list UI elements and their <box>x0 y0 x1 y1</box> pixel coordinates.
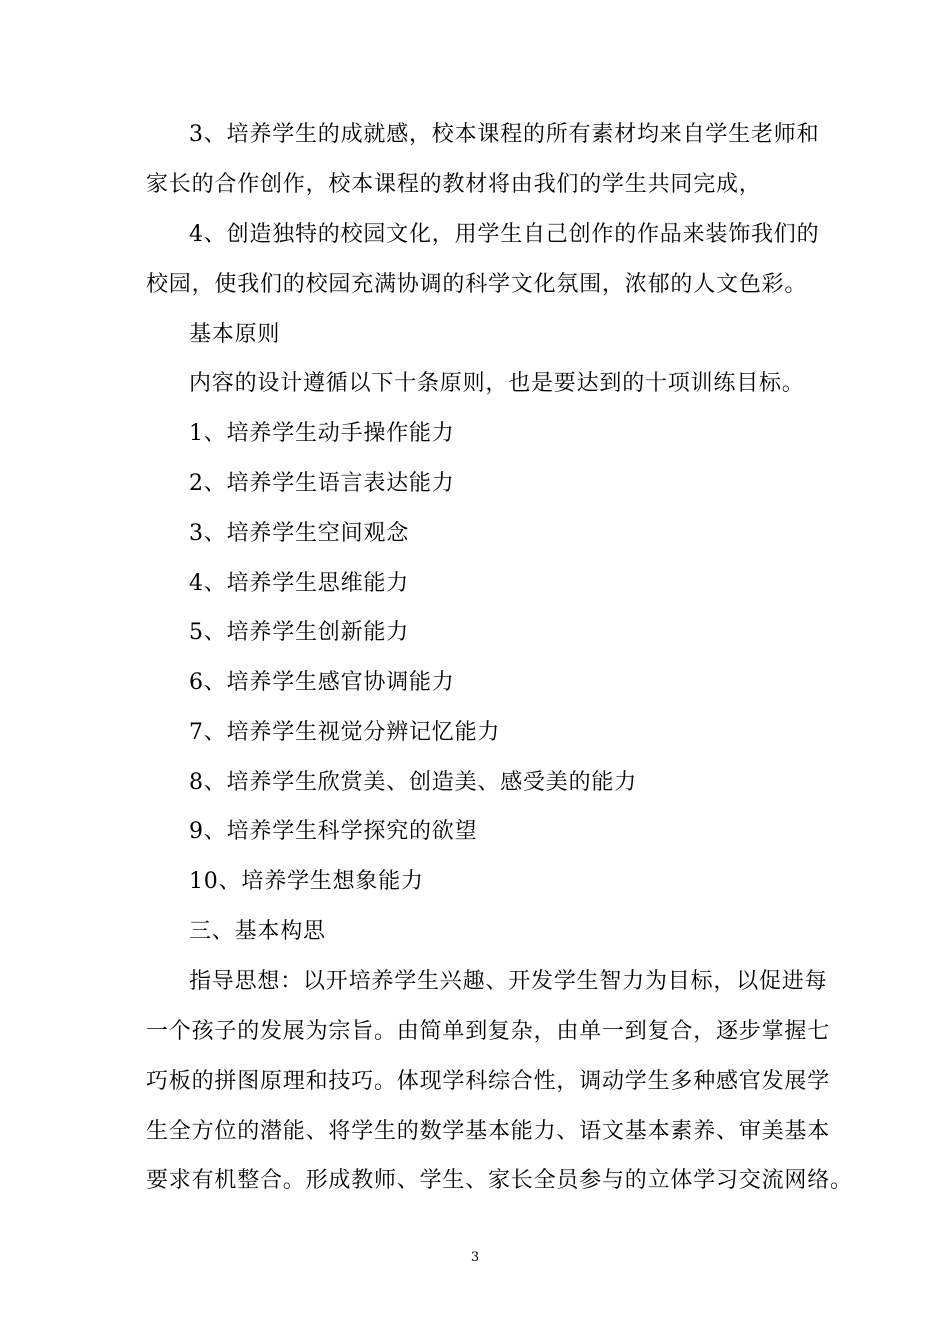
section-3-heading: 三、基本构思 <box>189 919 326 944</box>
principle-item-10: 10、培养学生想象能力 <box>189 869 424 894</box>
principle-item-7: 7、培养学生视觉分辨记忆能力 <box>189 720 501 745</box>
principle-item-5: 5、培养学生创新能力 <box>189 620 409 645</box>
principle-item-6: 6、培养学生感官协调能力 <box>189 670 455 695</box>
page-number: 3 <box>470 1250 480 1265</box>
principle-item-8: 8、培养学生欣赏美、创造美、感受美的能力 <box>189 770 637 795</box>
heading-basic-principles: 基本原则 <box>189 322 281 347</box>
paragraph-goal-3-line-1: 3、培养学生的成就感，校本课程的所有素材均来自学生老师和 <box>189 122 820 147</box>
principle-item-1: 1、培养学生动手操作能力 <box>189 421 455 446</box>
principle-item-4: 4、培养学生思维能力 <box>189 571 409 596</box>
principle-item-9: 9、培养学生科学探究的欲望 <box>189 819 478 844</box>
section-3-line-4: 生全方位的潜能、将学生的数学基本能力、语文基本素养、审美基本 <box>146 1119 831 1144</box>
section-3-line-3: 巧板的拼图原理和技巧。体现学科综合性，调动学生多种感官发展学 <box>146 1069 831 1094</box>
section-3-line-2: 一个孩子的发展为宗旨。由简单到复杂，由单一到复合，逐步掌握七 <box>146 1019 831 1044</box>
principle-item-2: 2、培养学生语言表达能力 <box>189 471 455 496</box>
paragraph-goal-4-line-1: 4、创造独特的校园文化，用学生自己创作的作品来装饰我们的 <box>189 222 820 247</box>
principle-item-3: 3、培养学生空间观念 <box>189 521 409 546</box>
paragraph-goal-3-line-2: 家长的合作创作，校本课程的教材将由我们的学生共同完成， <box>146 172 762 197</box>
section-3-line-5: 要求有机整合。形成教师、学生、家长全员参与的立体学习交流网络。 <box>146 1168 853 1193</box>
principles-intro: 内容的设计遵循以下十条原则，也是要达到的十项训练目标。 <box>189 371 805 396</box>
paragraph-goal-4-line-2: 校园，使我们的校园充满协调的科学文化氛围，浓郁的人文色彩。 <box>146 272 808 297</box>
section-3-line-1: 指导思想：以开培养学生兴趣、开发学生智力为目标，以促进每 <box>189 969 828 994</box>
